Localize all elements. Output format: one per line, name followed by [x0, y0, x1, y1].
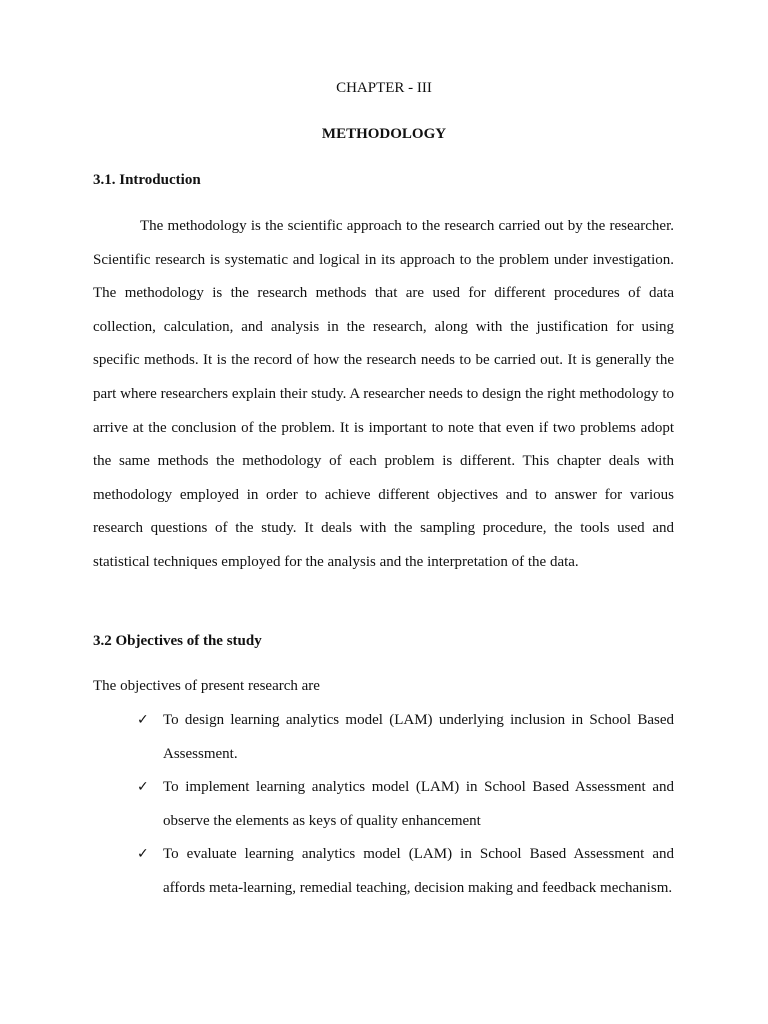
check-mark-icon: ✓: [137, 712, 149, 728]
introduction-paragraph: The methodology is the scientific approach to the research carried out by the researcher. Scientific research is systematic and logical in its approach to the problem under investigation. The methodology is the research methods that are used for different procedures of data collection, calculation, and analysis in the research, along with the justification for using specific methods. It is the record of how the research needs to be carried out. It is generally the part where researchers explain their study. A researcher needs to design the right methodology to arrive at the conclusion of the problem. It is important to note that even if two problems adopt the same methods the methodology of each problem is different. This chapter deals with methodology employed in order to achieve different objectives and to answer for various research questions of the study. It deals with the sampling procedure, the tools used and statistical techniques employed for the analysis and the interpretation of the data.: [93, 218, 674, 570]
list-item: [137, 838, 674, 905]
chapter-label: CHAPTER - III: [336, 80, 432, 96]
section-heading-introduction: 3.1. Introduction: [93, 172, 201, 188]
objectives-list: [137, 704, 674, 906]
check-mark-icon: ✓: [137, 779, 149, 796]
check-mark-icon: ✓: [137, 846, 149, 863]
section-heading-objectives: 3.2 Objectives of the study: [93, 633, 262, 649]
objective-text: To design learning analytics model (LAM) underlying inclusion in School Based Assessment.: [163, 712, 674, 762]
list-item: [137, 704, 674, 771]
list-item: [137, 771, 674, 838]
objectives-lead-text: The objectives of present research are: [93, 678, 320, 694]
objective-text: To evaluate learning analytics model (LAM) in School Based Assessment and affords meta-learning, remedial teaching, decision making and feedback mechanism.: [163, 846, 674, 896]
objective-text: To implement learning analytics model (LAM) in School Based Assessment and observe the elements as keys of quality enhancement: [163, 779, 674, 829]
page-title: METHODOLOGY: [321, 126, 447, 142]
